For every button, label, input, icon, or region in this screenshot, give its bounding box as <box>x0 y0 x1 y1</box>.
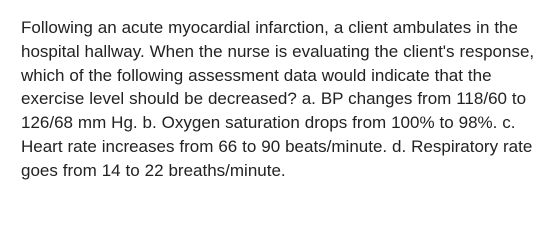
question-text: Following an acute myocardial infarction, a client ambulates in the hospital hallway. When the nurse is evaluating the client's response, which of the following assessment data would indicate that the exercise level should be decreased? a. BP changes from 118/60 to 126/68 mm Hg. b. Oxygen saturation drops from 100% to 98%. c. Heart rate increases from 66 to 90 beats/minute. d. Respiratory rate goes from 14 to 22 breaths/minute. <box>21 18 535 180</box>
